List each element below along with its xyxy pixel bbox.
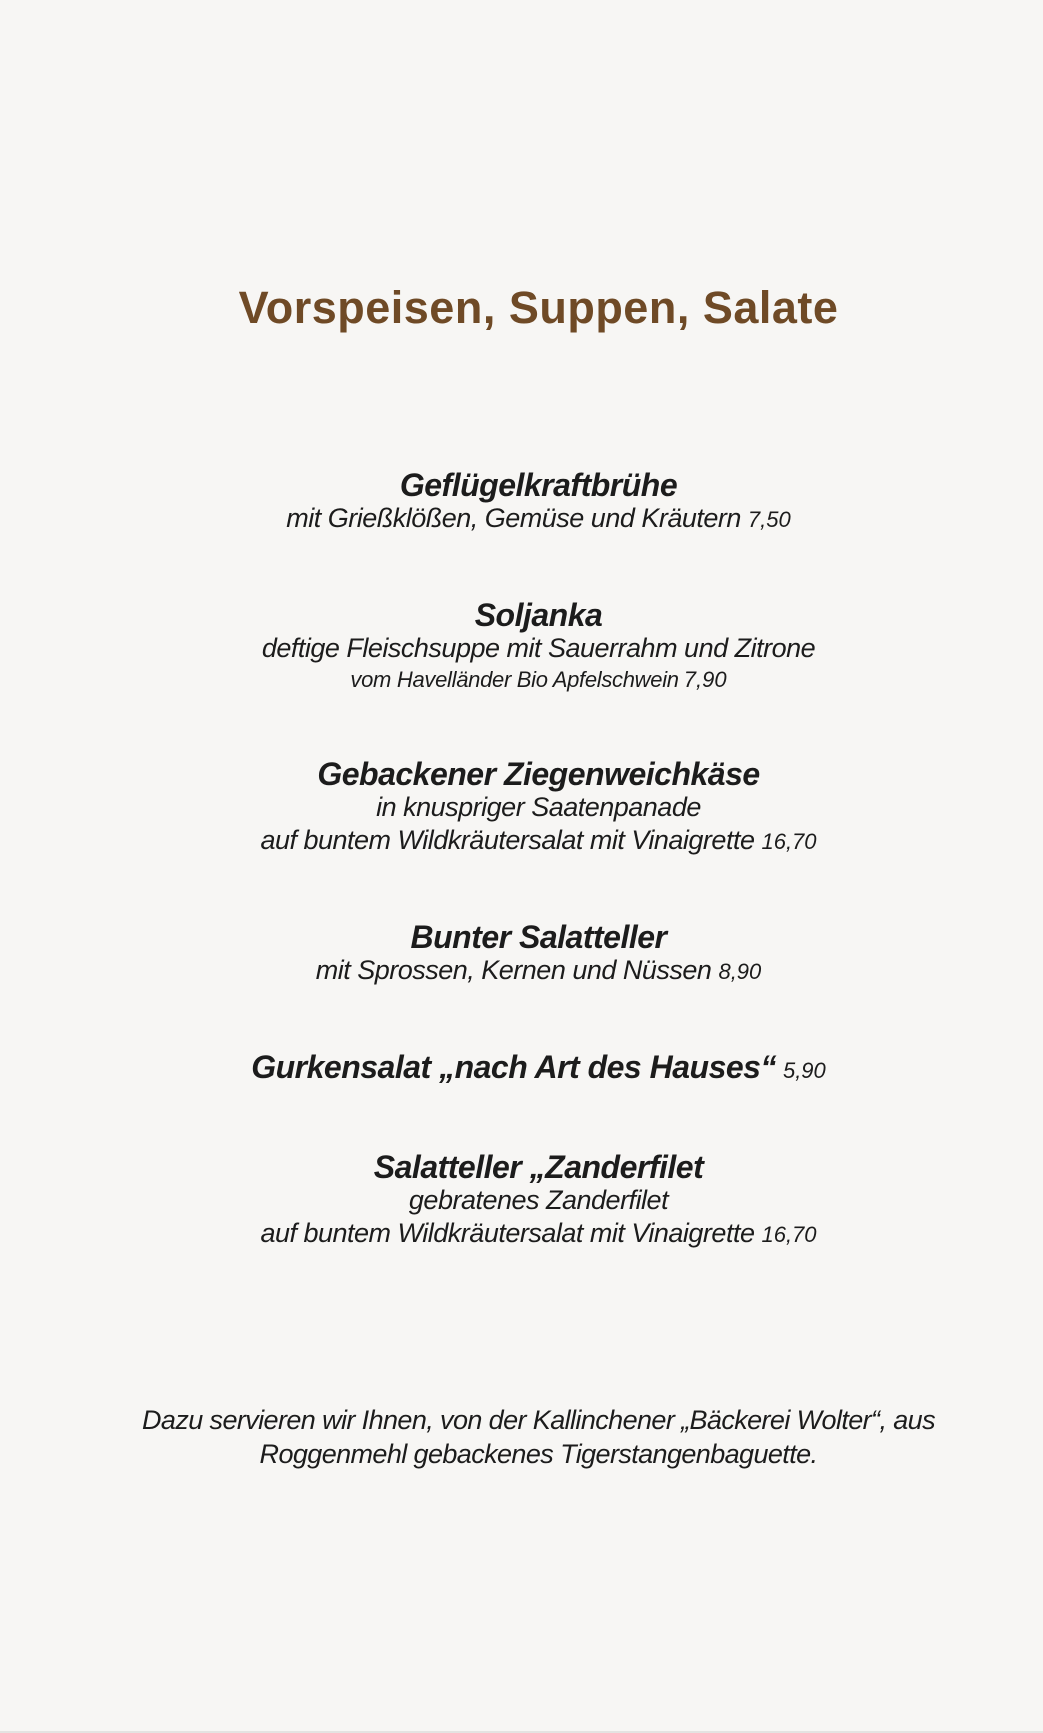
dish-subnote (34, 665, 1043, 695)
dish-description (34, 791, 1043, 824)
dish-name (34, 1050, 1043, 1088)
dish-subnote-text: vom Havelländer Bio Apfelschwein (350, 667, 679, 692)
dish-description-text: auf buntem Wildkräutersalat mit Vinaigrette (260, 825, 755, 855)
dish-description (34, 954, 1043, 988)
footer-note (34, 1403, 1043, 1471)
menu-section (34, 468, 1043, 1251)
menu-item-salatteller-zanderfilet (34, 1150, 1043, 1251)
dish-name: Bunter Salatteller (410, 919, 667, 955)
dish-name: Salatteller „Zanderfilet (373, 1149, 704, 1185)
dish-description-2 (34, 1217, 1043, 1251)
page-title: Vorspeisen, Suppen, Salate (238, 282, 839, 333)
menu-item-gefluegelkraftbruehe (34, 468, 1043, 536)
dish-description (34, 502, 1043, 536)
dish-name: Geflügelkraftbrühe (399, 467, 678, 503)
dish-name-text: Gurkensalat „nach Art des Hauses“ (251, 1049, 776, 1085)
dish-price: 7,90 (683, 667, 727, 692)
dish-name: Soljanka (474, 597, 603, 633)
menu-item-bunter-salatteller (34, 920, 1043, 988)
dish-description-text: auf buntem Wildkräutersalat mit Vinaigrette (260, 1218, 755, 1248)
footer-note-line-2: Roggenmehl gebackenes Tigerstangenbaguette. (259, 1439, 818, 1469)
dish-price: 7,50 (747, 507, 791, 532)
menu-item-soljanka (34, 598, 1043, 695)
dish-description-text: mit Grießklößen, Gemüse und Kräutern (286, 503, 741, 533)
dish-price: 16,70 (761, 1222, 817, 1247)
footer-note-line-1: Dazu servieren wir Ihnen, von der Kallinchener „Bäckerei Wolter“, aus (142, 1405, 935, 1435)
dish-name: Gebackener Ziegenweichkäse (317, 756, 760, 792)
dish-description-text: gebratenes Zanderfilet (408, 1185, 669, 1215)
dish-price: 16,70 (761, 829, 817, 854)
dish-description-text: mit Sprossen, Kernen und Nüssen (315, 955, 712, 985)
menu-item-gurkensalat (34, 1050, 1043, 1088)
dish-description (34, 1184, 1043, 1217)
dish-description-text: in knuspriger Saatenpanade (376, 792, 701, 822)
menu-item-ziegenweichkaese (34, 757, 1043, 858)
dish-description-2 (34, 824, 1043, 858)
dish-price: 8,90 (718, 959, 762, 984)
dish-description-text: deftige Fleischsuppe mit Sauerrahm und Zitrone (261, 633, 816, 663)
dish-description (34, 632, 1043, 665)
dish-price: 5,90 (782, 1058, 826, 1083)
